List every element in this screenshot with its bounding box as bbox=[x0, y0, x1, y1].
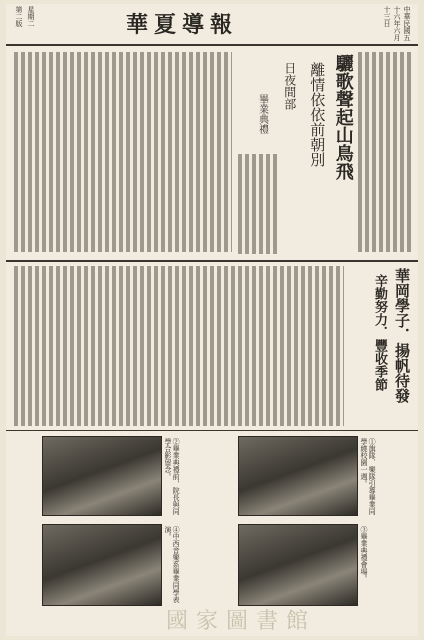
library-watermark: 國家圖書館 bbox=[166, 609, 317, 634]
photo-caption-1: ①旗隊．樂隊引導畢業同學繞校園一週。 bbox=[360, 438, 377, 515]
photo-caption-4: ④中西音樂系畢業同學表演。 bbox=[164, 526, 181, 603]
article1-kicker: 畢業典禮 bbox=[256, 94, 268, 134]
photo-caption-2: ②畢業典禮前，院長與同學合影留念。 bbox=[164, 438, 181, 515]
newspaper-page bbox=[6, 4, 418, 636]
section-divider bbox=[6, 260, 418, 262]
article1-body-mid bbox=[238, 154, 280, 254]
article2-subhead: 辛勤努力．豐收季節 bbox=[372, 274, 387, 391]
masthead-page-number: 第二版 bbox=[15, 6, 23, 27]
photo-divider bbox=[6, 430, 418, 431]
article1-body-right bbox=[358, 52, 414, 252]
photo-caption-3: ③畢業典禮會場。 bbox=[360, 526, 369, 582]
article1-body-left bbox=[14, 52, 232, 252]
photo-music-performance bbox=[42, 524, 162, 606]
article1-subhead-2: 日夜間部 bbox=[282, 62, 297, 110]
article1-subhead: 離情依依前朝別 bbox=[308, 62, 327, 167]
masthead-title: 華夏導報 bbox=[126, 12, 239, 38]
photo-procession bbox=[238, 436, 358, 516]
article1-headline: 驪歌聲起山鳥飛 bbox=[332, 54, 354, 180]
article2-body bbox=[14, 266, 344, 426]
masthead bbox=[6, 4, 418, 46]
article2-headline: 華岡學子．揚帆待發 bbox=[393, 268, 411, 403]
masthead-weekday: 星期二 bbox=[27, 6, 35, 27]
photo-group-portrait bbox=[42, 436, 162, 516]
photo-ceremony-hall bbox=[238, 524, 358, 606]
masthead-date: 中華民國五十六年六月十三日 bbox=[383, 6, 411, 41]
